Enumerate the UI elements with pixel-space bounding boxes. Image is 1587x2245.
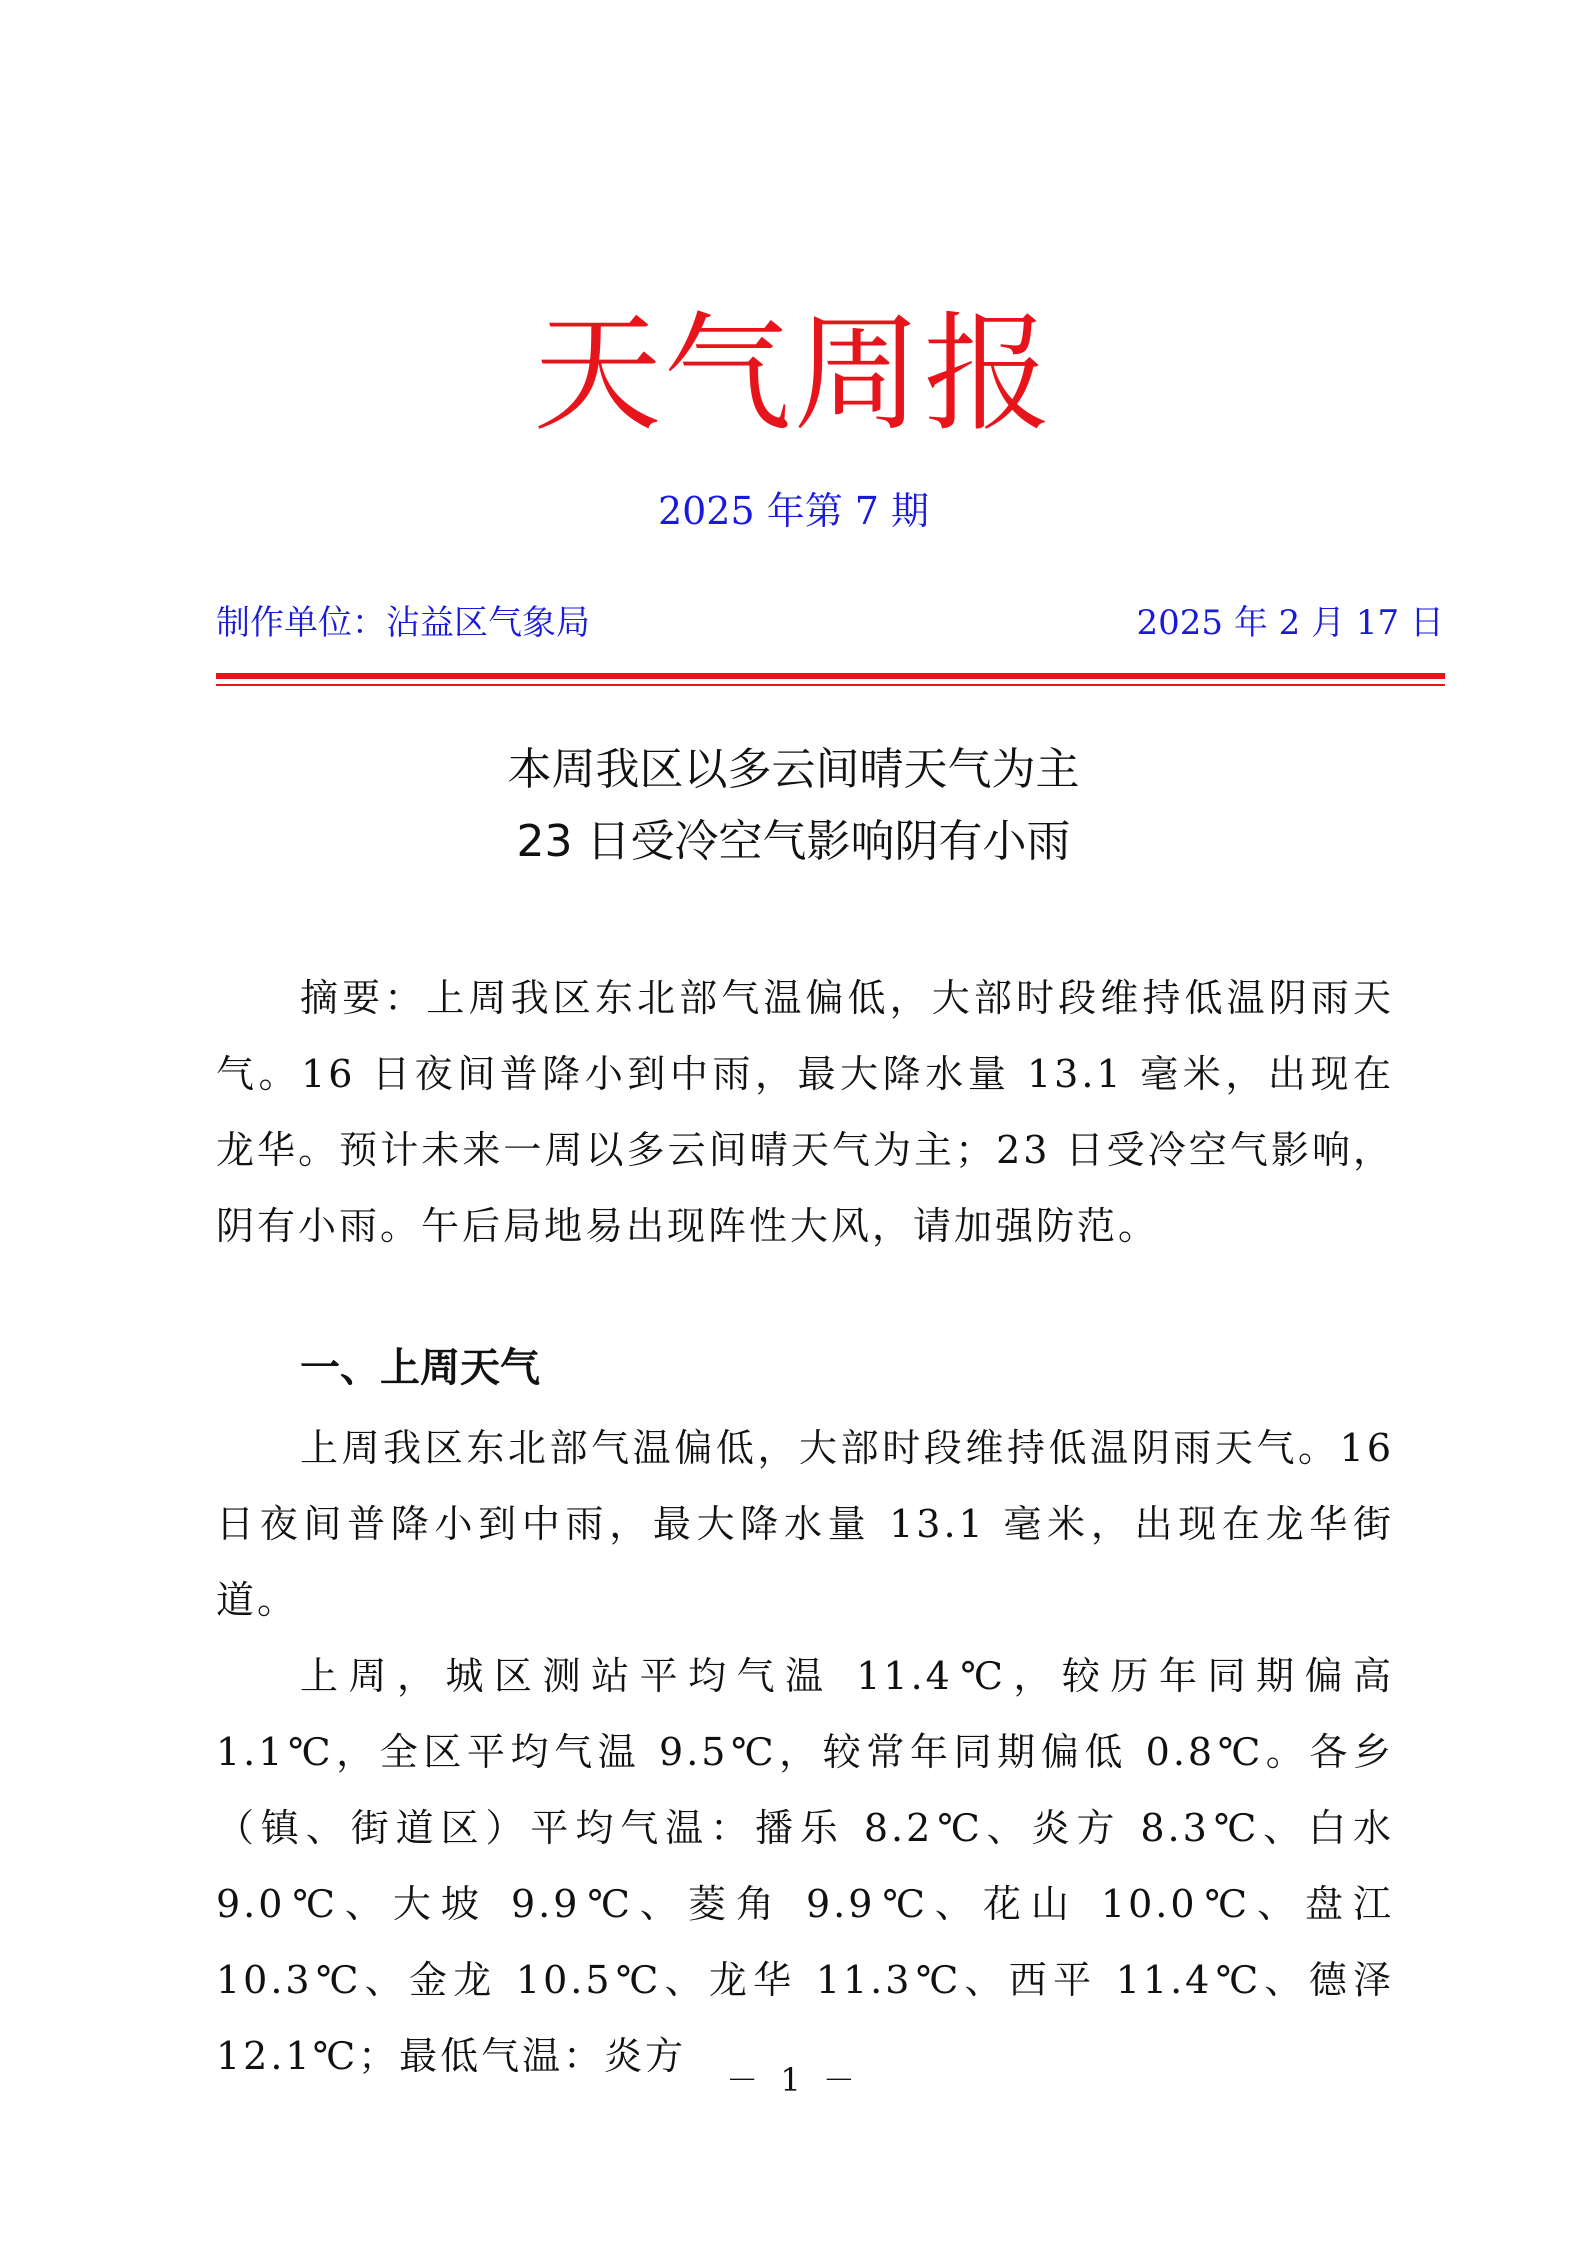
report-title: 天气周报 (533, 300, 1054, 449)
issue-date: 2025 年 2 月 17 日 (1136, 603, 1444, 643)
summary-paragraph: 摘要：上周我区东北部气温偏低，大部时段维持低温阴雨天气。16 日夜间普降小到中雨，最大降水量 13.1 毫米，出现在龙华。预计未来一周以多云间晴天气为主；23 日受冷空气影响，阴有小雨。午后局地易出现阵性大风，请加强防范。 (216, 976, 1394, 1248)
headline-line-2: 23 日受冷空气影响阴有小雨 (516, 816, 1071, 867)
section-heading-last-week: 一、上周天气 (300, 1345, 540, 1391)
producing-unit: 制作单位：沾益区气象局 (216, 603, 590, 643)
body-paragraph-1: 上周我区东北部气温偏低，大部时段维持低温阴雨天气。16 日夜间普降小到中雨，最大降水量 13.1 毫米，出现在龙华街道。 (216, 1426, 1394, 1622)
header-rule-thin (216, 684, 1445, 686)
body-paragraph-2: 上周，城区测站平均气温 11.4℃，较历年同期偏高 1.1℃，全区平均气温 9.5℃，较常年同期偏低 0.8℃。各乡（镇、街道区）平均气温：播乐 8.2℃、炎方 8.3℃、白水 9.0℃、大坡 9.9℃、菱角 9.9℃、花山 10.0℃、盘江 10.3℃、金龙 10.5℃、龙华 11.3℃、西平 11.4℃、德泽 12.1℃；最低气温：炎方 (216, 1654, 1394, 2078)
header-rule-thick (216, 673, 1445, 679)
page-number: － 1 － (726, 2061, 861, 2099)
headline-line-1: 本周我区以多云间晴天气为主 (507, 744, 1080, 795)
issue-number: 2025 年第 7 期 (657, 489, 930, 533)
